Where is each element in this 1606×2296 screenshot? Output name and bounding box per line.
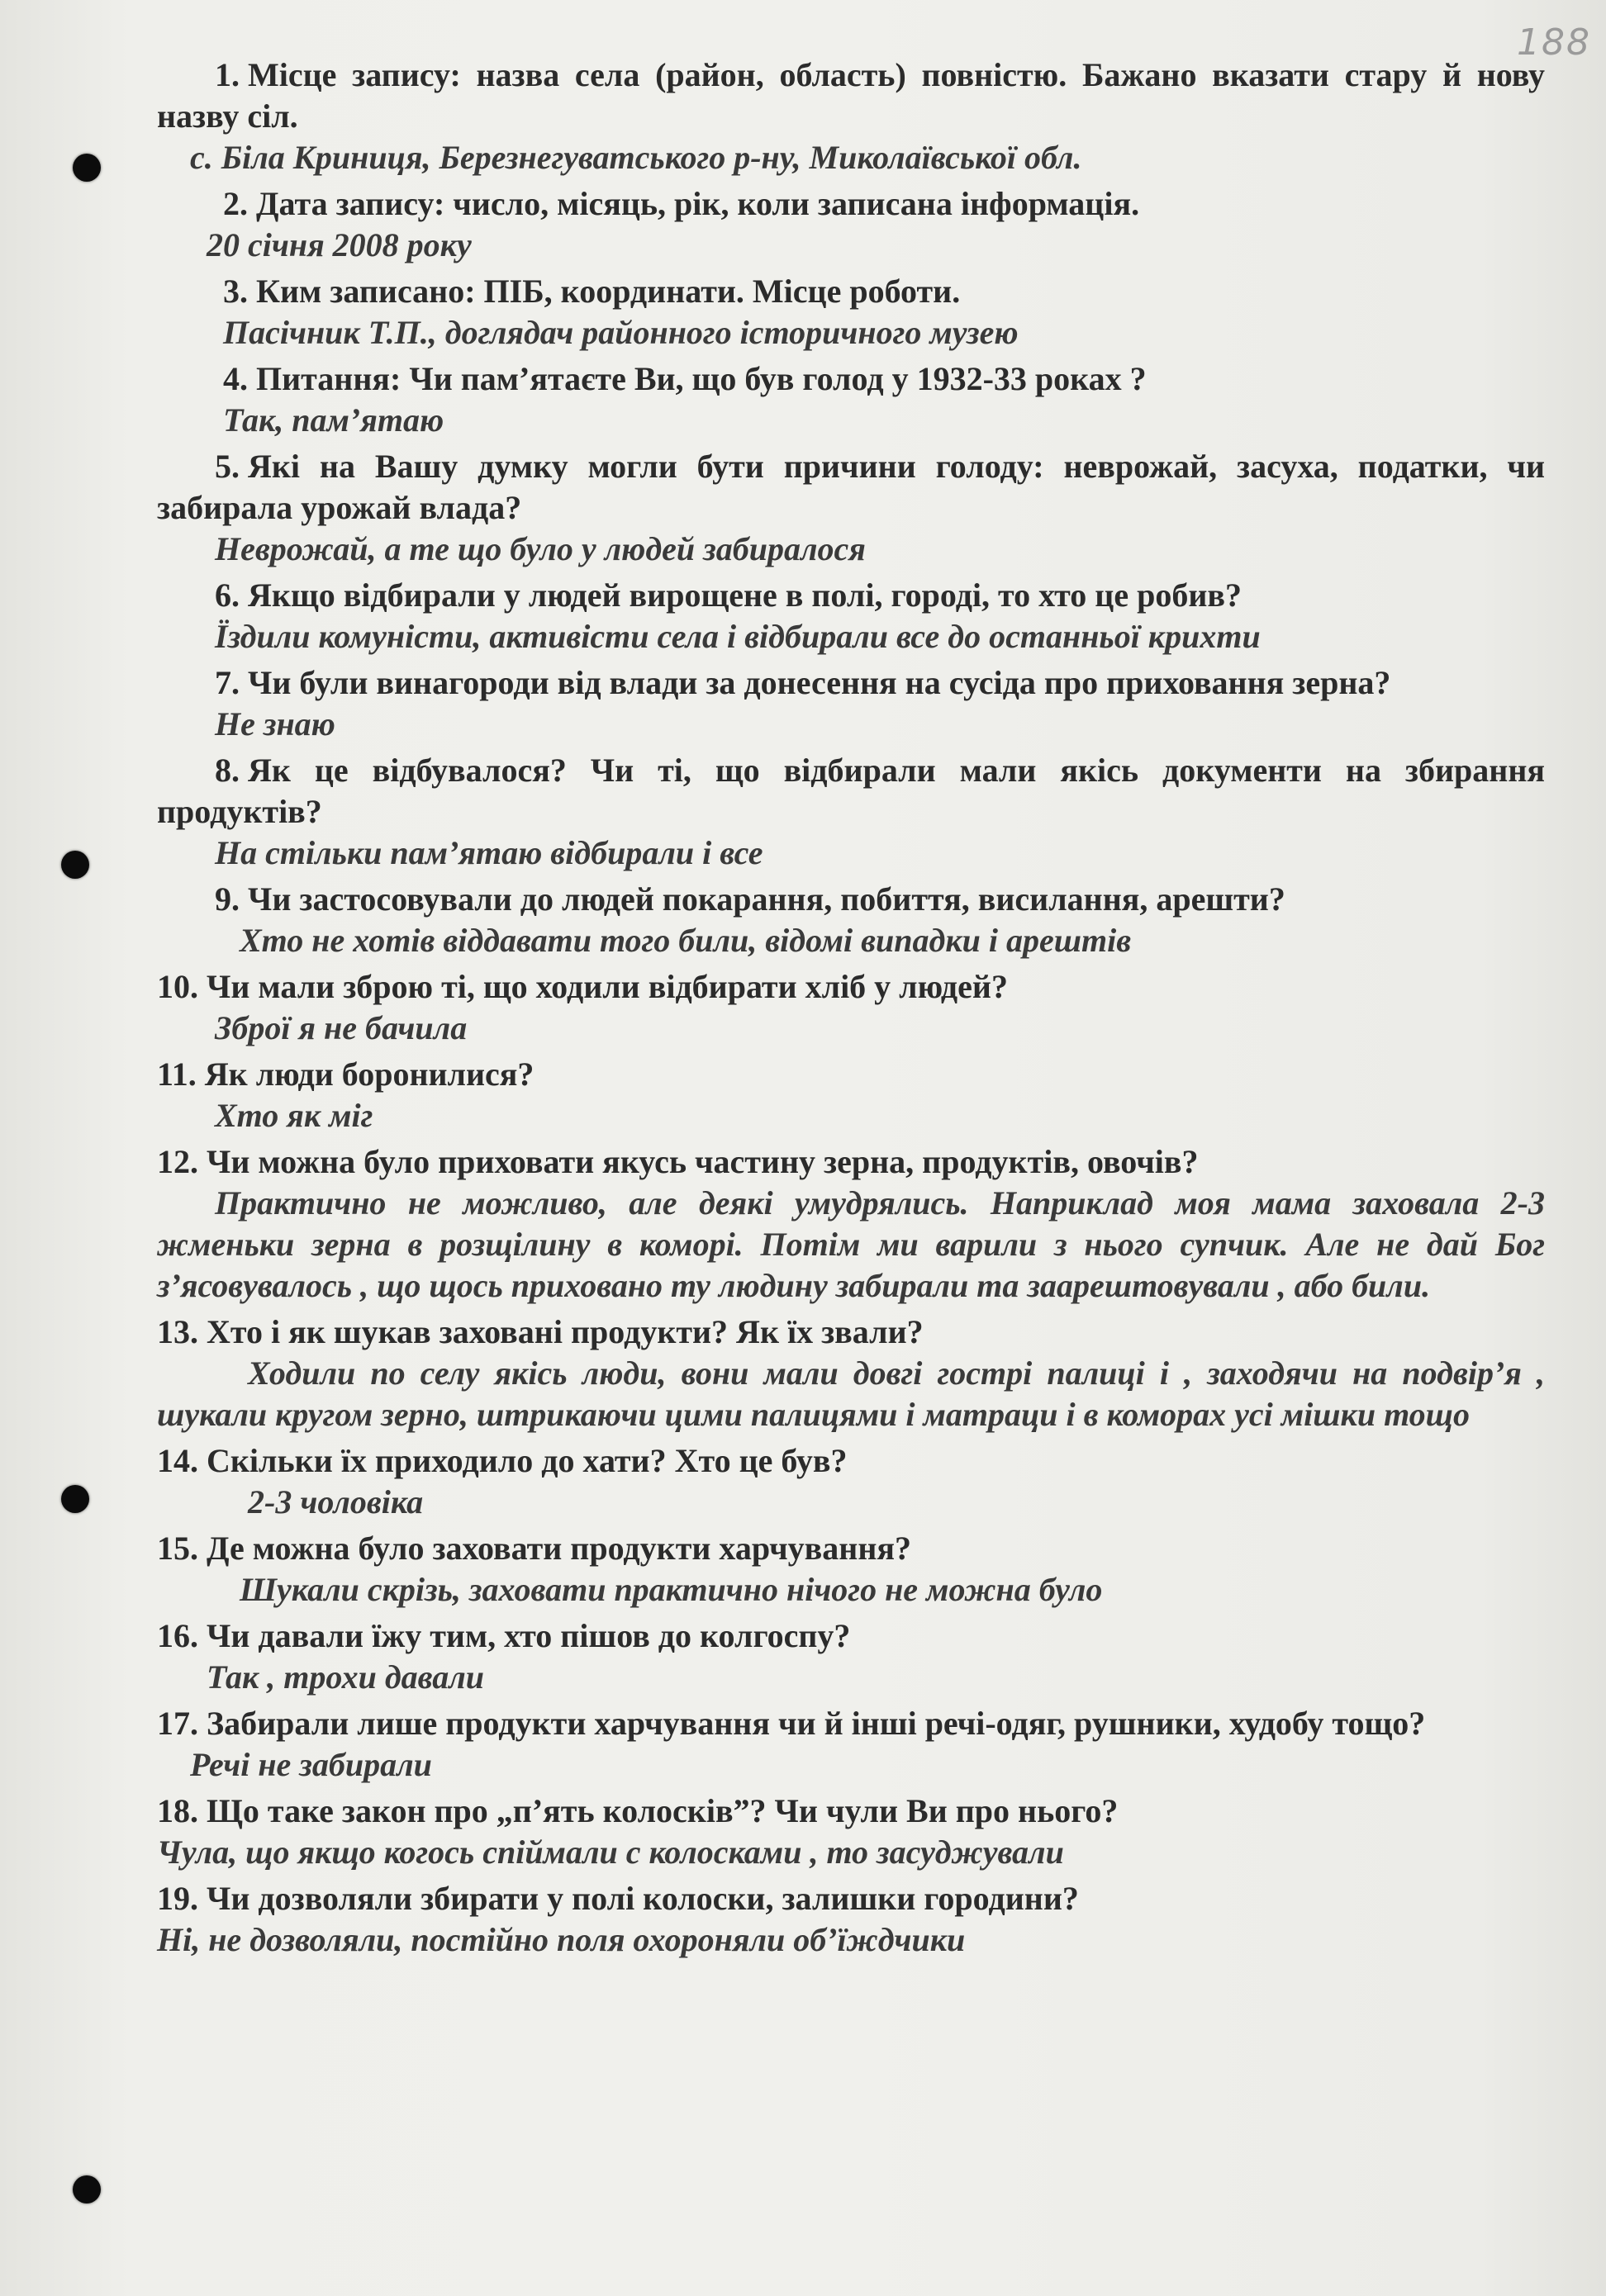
questionnaire bbox=[157, 55, 1545, 1966]
answer-5: Неврожай, а те що було у людей забиралося bbox=[215, 530, 866, 567]
answer-9: Хто не хотів віддавати того били, відомі випадки і арештів bbox=[240, 922, 1132, 959]
item-11 bbox=[157, 1054, 1545, 1136]
question-7: 7. Чи були винагороди від влади за донесення на сусіда про приховання зерна? bbox=[215, 664, 1391, 701]
question-1: 1. Місце запису: назва села (район, область) повністю. Бажано вказати стару й нову назву сіл. bbox=[157, 56, 1545, 135]
punch-hole-4 bbox=[73, 2175, 101, 2203]
item-5 bbox=[157, 446, 1545, 570]
answer-2: 20 січня 2008 року bbox=[207, 226, 472, 263]
item-8 bbox=[157, 750, 1545, 874]
question-14: 14. Скільки їх приходило до хати? Хто це був? bbox=[157, 1442, 848, 1479]
item-1 bbox=[157, 55, 1545, 178]
question-16: 16. Чи давали їжу тим, хто пішов до колгоспу? bbox=[157, 1617, 851, 1654]
punch-hole-2 bbox=[61, 851, 89, 879]
answer-18: Чула, що якщо когось спіймали с колосками , то засуджували bbox=[157, 1833, 1064, 1871]
question-4: 4. Питання: Чи пам’ятаєте Ви, що був голод у 1932-33 роках ? bbox=[223, 360, 1147, 397]
punch-hole-1 bbox=[73, 154, 101, 182]
page-number: 188 bbox=[1517, 21, 1591, 64]
item-6 bbox=[157, 575, 1545, 657]
item-14 bbox=[157, 1440, 1545, 1523]
answer-7: Не знаю bbox=[215, 705, 335, 742]
question-15: 15. Де можна було заховати продукти харчування? bbox=[157, 1530, 912, 1567]
item-16 bbox=[157, 1615, 1545, 1698]
question-5: 5. Які на Вашу думку могли бути причини голоду: неврожай, засуха, податки, чи забирала урожай влада? bbox=[157, 448, 1545, 526]
question-19: 19. Чи дозволяли збирати у полі колоски, залишки городини? bbox=[157, 1880, 1079, 1917]
question-6: 6. Якщо відбирали у людей вирощене в полі, городі, то хто це робив? bbox=[215, 576, 1242, 614]
item-17 bbox=[157, 1703, 1545, 1786]
punch-hole-3 bbox=[61, 1485, 89, 1513]
item-7 bbox=[157, 662, 1545, 745]
question-17: 17. Забирали лише продукти харчування чи й інші речі-одяг, рушники, худобу тощо? bbox=[157, 1705, 1426, 1742]
answer-3: Пасічник Т.П., доглядач районного історичного музею bbox=[223, 314, 1019, 351]
question-2: 2. Дата запису: число, місяць, рік, коли записана інформація. bbox=[223, 185, 1140, 222]
item-18 bbox=[157, 1791, 1545, 1873]
answer-4: Так, пам’ятаю bbox=[223, 401, 444, 439]
question-11: 11. Як люди боронилися? bbox=[157, 1055, 535, 1093]
item-3 bbox=[157, 271, 1545, 353]
answer-12: Практично не можливо, але деякі умудрялись. Наприклад моя мама заховала 2-3 жменьки зерна в розщілину в коморі. Потім ми варили з нього супчик. Але не дай Бог з’ясовувалось , що щось приховано ту людину забирали та заарештовували , або били. bbox=[157, 1184, 1545, 1304]
item-4 bbox=[157, 358, 1545, 441]
question-12: 12. Чи можна було приховати якусь частину зерна, продуктів, овочів? bbox=[157, 1143, 1199, 1180]
item-15 bbox=[157, 1528, 1545, 1611]
question-18: 18. Що таке закон про „п’ять колосків”? Чи чули Ви про нього? bbox=[157, 1792, 1119, 1829]
question-13: 13. Хто і як шукав заховані продукти? Як їх звали? bbox=[157, 1313, 924, 1350]
item-9 bbox=[157, 879, 1545, 961]
answer-16: Так , трохи давали bbox=[207, 1658, 485, 1696]
question-3: 3. Ким записано: ПІБ, координати. Місце роботи. bbox=[223, 273, 961, 310]
answer-13: Ходили по селу якісь люди, вони мали довгі гострі палиці і , заходячи на подвір’я , шукали кругом зерно, штрикаючи цими палицями і матраци і в коморах усі мішки тощо bbox=[157, 1354, 1545, 1433]
question-9: 9. Чи застосовували до людей покарання, побиття, висилання, арешти? bbox=[215, 880, 1285, 918]
answer-8: На стільки пам’ятаю відбирали і все bbox=[215, 834, 763, 871]
answer-19: Ні, не дозволяли, постійно поля охороняли об’їждчики bbox=[157, 1921, 966, 1958]
answer-11: Хто як міг bbox=[215, 1097, 373, 1134]
answer-1: с. Біла Криниця, Березнегуватського р-ну, Миколаївської обл. bbox=[190, 139, 1082, 176]
question-8: 8. Як це відбувалося? Чи ті, що відбирали мали якісь документи на збирання продуктів? bbox=[157, 752, 1545, 830]
answer-6: Їздили комуністи, активісти села і відбирали все до останньої крихти bbox=[215, 618, 1261, 655]
item-10 bbox=[157, 966, 1545, 1049]
question-10: 10. Чи мали зброю ті, що ходили відбирати хліб у людей? bbox=[157, 968, 1008, 1005]
answer-15: Шукали скрізь, заховати практично нічого не можна було bbox=[240, 1571, 1103, 1608]
item-12 bbox=[157, 1141, 1545, 1307]
answer-10: Зброї я не бачила bbox=[215, 1009, 468, 1046]
item-19 bbox=[157, 1878, 1545, 1961]
item-2 bbox=[157, 183, 1545, 266]
item-13 bbox=[157, 1312, 1545, 1435]
answer-17: Речі не забирали bbox=[190, 1746, 432, 1783]
answer-14: 2-3 чоловіка bbox=[248, 1483, 424, 1520]
